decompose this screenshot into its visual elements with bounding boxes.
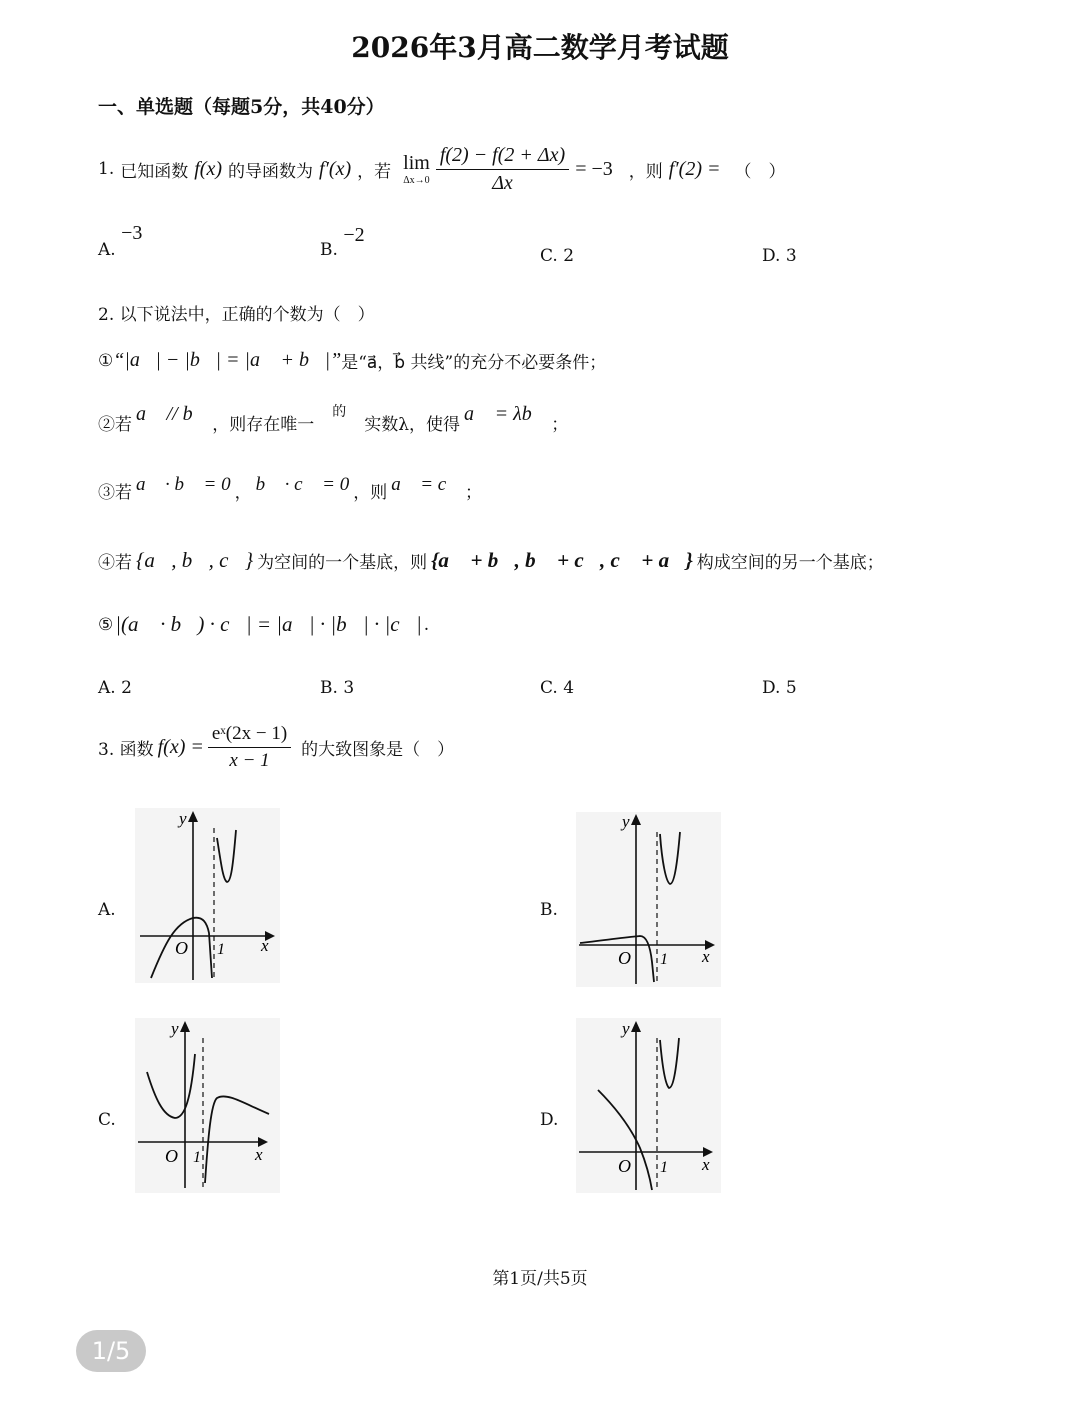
- svg-text:y: y: [622, 1019, 630, 1038]
- q2-s1-math: “|a⃗| − |b⃗| = |a⃗ + b⃗|”: [113, 349, 342, 371]
- q1-text-4: ，则: [628, 161, 663, 182]
- q2-statement-2: ②若 a⃗ // b⃗ ，则存在唯一 的 实数λ，使得 a⃗ = λb⃗ ；: [98, 403, 569, 435]
- q1-choice-a: A. −3: [98, 222, 143, 260]
- q1-equals: = −3: [575, 157, 613, 180]
- svg-text:1: 1: [217, 941, 225, 958]
- q1-text-3: ，若: [357, 161, 392, 182]
- q1-derivative: f′(x): [319, 157, 352, 180]
- q3-option-c-label: C.: [98, 1110, 116, 1130]
- q1-number: 1.: [98, 159, 115, 179]
- q2-s2-math-1: a⃗ // b⃗: [136, 403, 209, 425]
- svg-text:x: x: [261, 936, 269, 955]
- q3-numerator: eˣ(2x − 1): [208, 723, 291, 748]
- q2-s4-math-1: {a⃗, b⃗, c⃗}: [136, 548, 254, 572]
- q3-option-d-label: D.: [540, 1110, 559, 1130]
- q1-limit: [403, 152, 430, 186]
- q1-choice-b: B. −2: [320, 224, 365, 260]
- q2-statement-4: ④若 {a⃗, b⃗, c⃗} 为空间的一个基底，则 {a⃗ + b⃗, b⃗ + c⃗, c⃗ + a⃗} 构成空间的另一个基底；: [98, 548, 884, 573]
- q1-f-prime-2: f′(2) =: [668, 157, 721, 180]
- svg-text:x: x: [702, 947, 710, 966]
- q1-limit-sub: Δx→0: [403, 175, 430, 186]
- q2-statement-3: ③若 a⃗ · b⃗ = 0 ， b⃗ · c⃗ = 0 ，则 a⃗ = c⃗ ；: [98, 473, 483, 503]
- q1-answer-paren: （ ）: [734, 161, 786, 182]
- q3-option-b-label: B.: [540, 900, 558, 920]
- q2-s2-math-2: a⃗ = λb⃗: [464, 403, 548, 425]
- svg-text:y: y: [171, 1019, 179, 1038]
- svg-text:1: 1: [660, 951, 668, 968]
- q1-limit-word: lim: [403, 152, 430, 174]
- q3-fraction: [208, 723, 291, 772]
- q1-text-1: 已知函数: [120, 161, 189, 182]
- q2-choice-b: B. 3: [320, 678, 355, 698]
- graph-option-c: [135, 1018, 280, 1193]
- svg-text:O: O: [165, 1146, 178, 1166]
- q2-s5-math: |(a⃗ · b⃗) · c⃗| = |a⃗| · |b⃗| · |c⃗|: [115, 612, 422, 636]
- svg-text:x: x: [255, 1145, 263, 1164]
- section-heading: 一、单选题（每题5分，共40分）: [98, 96, 385, 118]
- page-indicator[interactable]: 1/5: [76, 1330, 146, 1372]
- q2-statement-5: ⑤ |(a⃗ · b⃗) · c⃗| = |a⃗| · |b⃗| · |c⃗| .: [98, 612, 430, 636]
- q2-s4-math-2: {a⃗ + b⃗, b⃗ + c⃗, c⃗ + a⃗}: [431, 548, 693, 572]
- svg-text:1: 1: [660, 1159, 668, 1176]
- svg-text:y: y: [622, 812, 630, 831]
- q3-function: f(x) =: [157, 735, 204, 758]
- svg-text:1: 1: [193, 1149, 201, 1166]
- q1-fraction: [436, 144, 569, 195]
- svg-text:O: O: [175, 938, 188, 958]
- page-title: 2026年3月高二数学月考试题: [351, 31, 729, 64]
- svg-text:x: x: [702, 1155, 710, 1174]
- q2-choice-d: D. 5: [762, 678, 797, 698]
- q1-choice-c: C. 2: [540, 246, 575, 266]
- q2-choice-a: A. 2: [98, 678, 132, 698]
- q1-function: f(x): [194, 157, 222, 180]
- question-3: 3. 函数 f(x) = $\frac{\text{eˣ(2x − 1)}}{x - 1}$ 的大致图象是（ ）: [98, 722, 455, 771]
- svg-text:O: O: [618, 948, 631, 968]
- q3-denominator: x − 1: [229, 749, 270, 771]
- page-footer: 第1页/共5页: [492, 1269, 588, 1289]
- q1-denominator: Δx: [492, 171, 513, 194]
- q2-s1-text: 是“a⃗，b⃗ 共线”的充分不必要条件；: [341, 353, 607, 373]
- graph-option-d: [576, 1018, 721, 1193]
- q2-s3-math-2: b⃗ · c⃗ = 0: [255, 473, 350, 495]
- svg-text:O: O: [618, 1156, 631, 1176]
- q2-choice-c: C. 4: [540, 678, 575, 698]
- q1-choice-d: D. 3: [762, 246, 797, 266]
- q1-text-2: 的导函数为: [228, 161, 313, 182]
- svg-text:y: y: [179, 809, 187, 828]
- q1-numerator: f(2) − f(2 + Δx): [436, 144, 569, 170]
- q3-option-a-label: A.: [98, 900, 116, 920]
- graph-option-b: [576, 812, 721, 987]
- graph-option-a: [135, 808, 280, 983]
- q2-s3-math-1: a⃗ · b⃗ = 0: [136, 473, 231, 495]
- q2-s3-math-3: a⃗ = c⃗: [391, 473, 462, 495]
- q2-stem: 2. 以下说法中，正确的个数为（ ）: [98, 305, 375, 325]
- question-1: [98, 134, 786, 204]
- q2-statement-1: ① “|a⃗| − |b⃗| = |a⃗ + b⃗|” 是“a⃗，b⃗ 共线”的充分不必要条件；: [98, 349, 607, 373]
